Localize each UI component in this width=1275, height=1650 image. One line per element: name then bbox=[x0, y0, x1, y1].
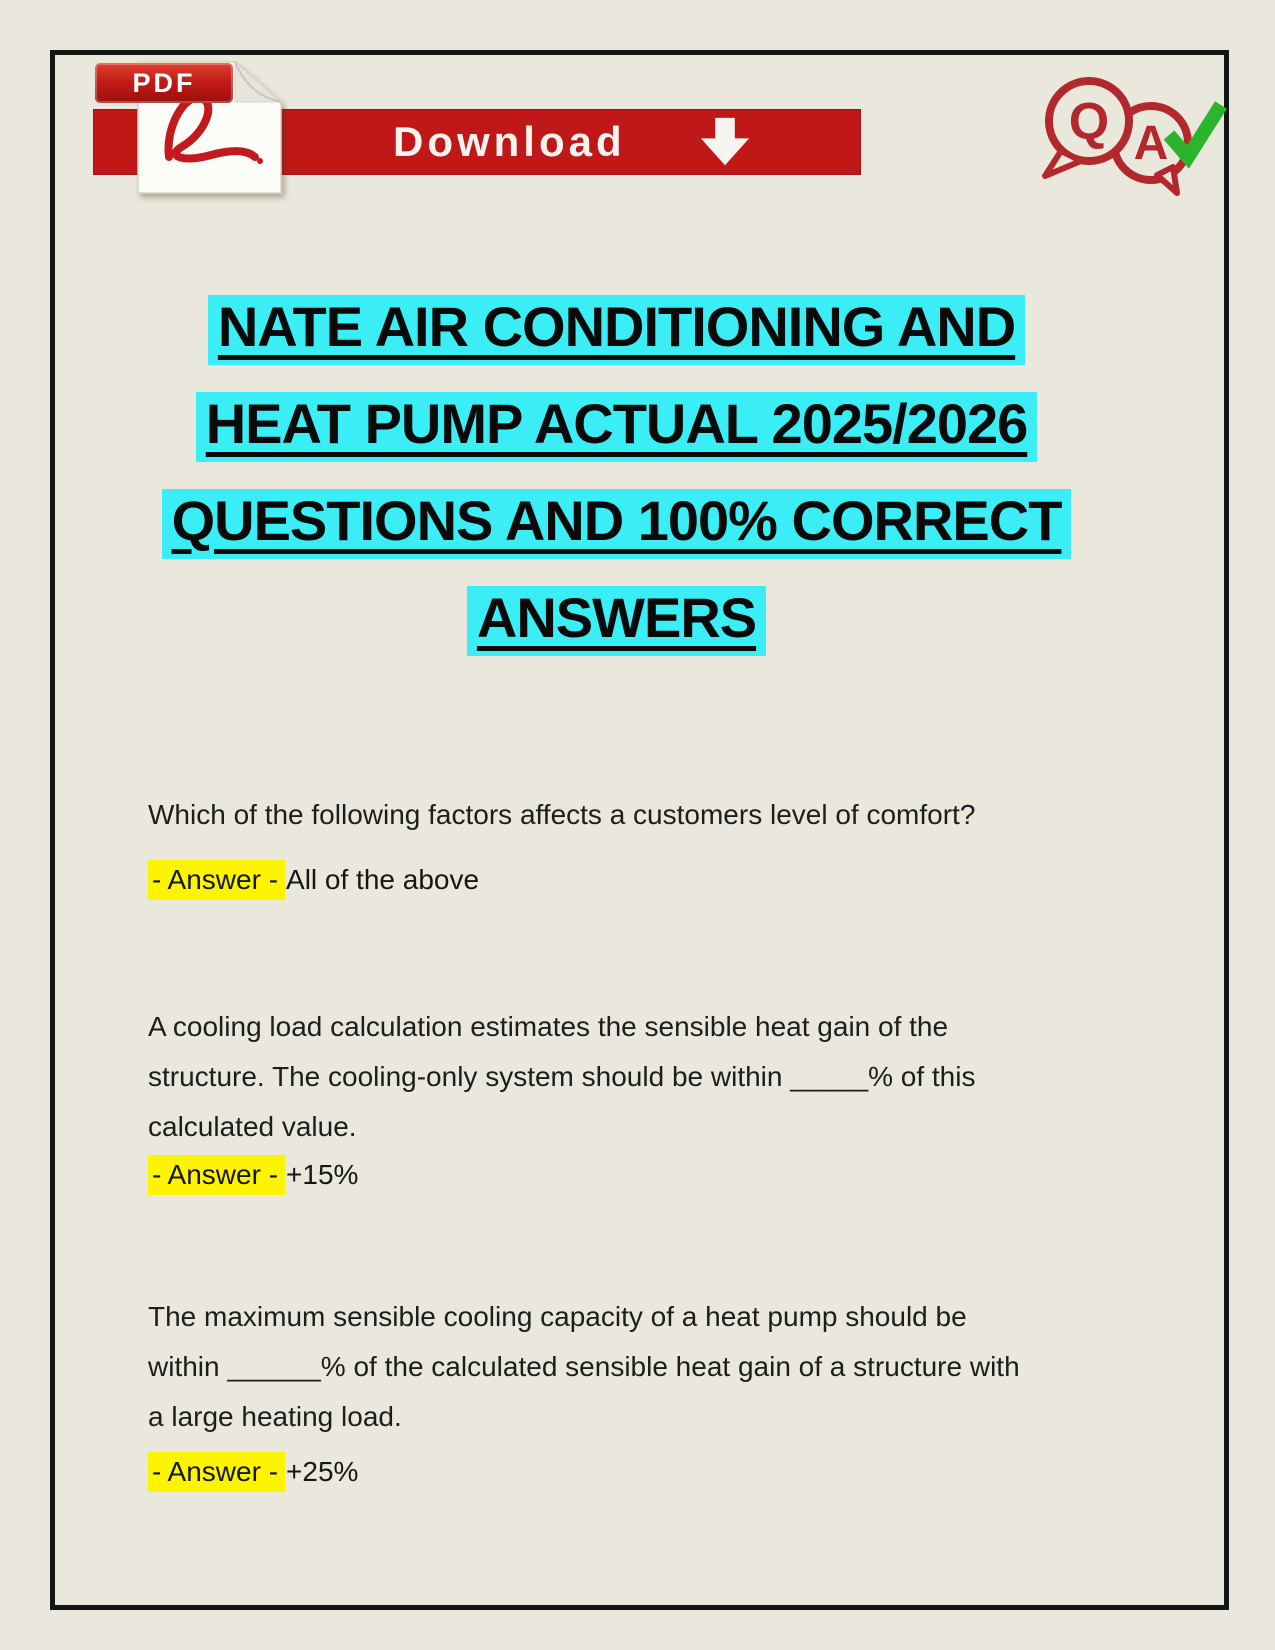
answer-2 bbox=[148, 1158, 358, 1192]
answer-1 bbox=[148, 863, 479, 897]
question-text: structure. The cooling-only system should be within _____% of this bbox=[148, 1061, 976, 1092]
answer-3 bbox=[148, 1455, 358, 1489]
question-1 bbox=[148, 790, 1158, 840]
answer-label: - Answer - bbox=[148, 860, 285, 900]
answer-label: - Answer - bbox=[148, 1452, 285, 1492]
pdf-badge-label: PDF bbox=[132, 67, 196, 98]
qa-logo-q-letter: Q bbox=[1068, 93, 1110, 151]
download-label: Download bbox=[393, 118, 626, 165]
title-line-3: QUESTIONS AND 100% CORRECT bbox=[162, 489, 1072, 559]
qa-logo-icon bbox=[1031, 75, 1231, 197]
pdf-badge bbox=[95, 63, 233, 103]
answer-text: +25% bbox=[286, 1456, 359, 1487]
question-text: The maximum sensible cooling capacity of a heat pump should be bbox=[148, 1301, 967, 1332]
qa-logo-a-letter: A bbox=[1133, 117, 1169, 170]
download-arrow-icon bbox=[696, 117, 754, 167]
question-3 bbox=[148, 1292, 1158, 1442]
question-text: a large heating load. bbox=[148, 1401, 402, 1432]
question-2 bbox=[148, 1002, 1158, 1152]
document-title bbox=[55, 295, 1224, 683]
question-text: Which of the following factors affects a customers level of comfort? bbox=[148, 799, 976, 830]
answer-text: +15% bbox=[286, 1159, 359, 1190]
title-line-4: ANSWERS bbox=[467, 586, 766, 656]
title-line-1: NATE AIR CONDITIONING AND bbox=[208, 295, 1025, 365]
title-line-2: HEAT PUMP ACTUAL 2025/2026 bbox=[196, 392, 1038, 462]
answer-label: - Answer - bbox=[148, 1155, 285, 1195]
answer-text: All of the above bbox=[286, 864, 480, 895]
question-text: A cooling load calculation estimates the sensible heat gain of the bbox=[148, 1011, 949, 1042]
question-text: within ______% of the calculated sensible heat gain of a structure with bbox=[148, 1351, 1020, 1382]
document-page bbox=[50, 50, 1229, 1610]
question-text: calculated value. bbox=[148, 1111, 357, 1142]
